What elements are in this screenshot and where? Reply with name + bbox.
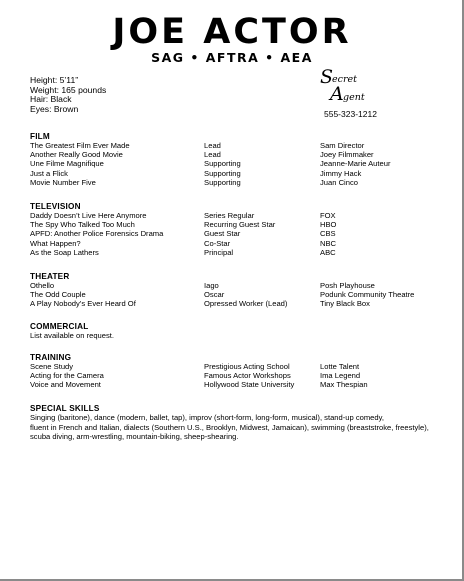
film-row: Another Really Good Movie Lead Joey Filmmaker <box>30 150 374 160</box>
television-row: The Spy Who Talked Too Much Recurring Guest Star HBO <box>30 220 337 230</box>
television-row: Daddy Doesn’t Live Here Anymore Series Regular FOX <box>30 211 336 220</box>
skills-line: scuba diving, arm-wrestling, mountain-biking, sheep-shearing. <box>30 432 239 441</box>
film-title: FILM <box>30 132 50 141</box>
television-row: As the Soap Lathers Principal ABC <box>30 247 336 257</box>
film-row: The Greatest Film Ever Made Lead Sam Director <box>30 141 365 150</box>
agent-logo-word1-rest: ecret <box>332 74 357 85</box>
commercial-section <box>30 322 450 341</box>
stat-height: Height: 5’11” <box>30 75 79 85</box>
theater-title: THEATER <box>30 272 70 281</box>
training-title: TRAINING <box>30 353 72 362</box>
film-row: Just a Flick Supporting Jimmy Hack <box>30 168 362 178</box>
actor-name: JOE ACTOR <box>112 12 352 52</box>
skills-line: Singing (baritone), dance (modern, ballet, tap), improv (short-form, long-form, musical), stand-up comedy, <box>30 413 384 422</box>
film-row: Movie Number Five Supporting Juan Cinco <box>30 177 358 187</box>
commercial-text: List available on request. <box>30 331 115 340</box>
agent-phone: 555-323-1212 <box>324 109 377 119</box>
theater-row: Othello Iago Posh Playhouse <box>30 281 375 290</box>
training-row: Acting for the Camera Famous Actor Workshops Ima Legend <box>30 371 361 381</box>
television-section <box>30 202 450 257</box>
theater-row: The Odd Couple Oscar Podunk Community Theatre <box>30 290 415 300</box>
agent-logo-word2: A <box>330 83 344 105</box>
film-section <box>30 132 450 187</box>
training-section <box>30 353 450 390</box>
agent-logo-word1: S <box>320 66 334 88</box>
stat-weight: Weight: 165 pounds <box>30 84 107 95</box>
union-affiliations: SAG • AFTRA • AEA <box>151 50 313 65</box>
television-row: What Happen? Co-Star NBC <box>30 238 337 248</box>
training-row: Scene Study Prestigious Acting School Lotte Talent <box>30 362 360 371</box>
agent-logo <box>318 67 388 123</box>
skills-line: fluent in French and Italian, dialects (Southern U.S., Brooklyn, Midwest, Jamaican), swimming (breaststroke, freestyle), <box>30 422 429 432</box>
special-skills-title: SPECIAL SKILLS <box>30 404 100 413</box>
theater-section <box>30 272 450 309</box>
stat-hair: Hair: Black <box>30 94 72 105</box>
commercial-title: COMMERCIAL <box>30 322 89 331</box>
training-row: Voice and Movement Hollywood State University Max Thespian <box>30 380 368 390</box>
stat-eyes: Eyes: Brown <box>30 103 79 114</box>
film-row: Une Filme Magnifique Supporting Jeanne-Marie Auteur <box>30 159 391 169</box>
special-skills-section <box>30 404 450 442</box>
television-row: APFD: Another Police Forensics Drama Guest Star CBS <box>30 229 336 239</box>
agent-logo-word2-rest: gent <box>343 92 365 103</box>
physical-stats <box>30 76 106 114</box>
theater-row: A Play Nobody’s Ever Heard Of Opressed Worker (Lead) Tiny Black Box <box>30 299 370 309</box>
television-title: TELEVISION <box>30 202 81 211</box>
